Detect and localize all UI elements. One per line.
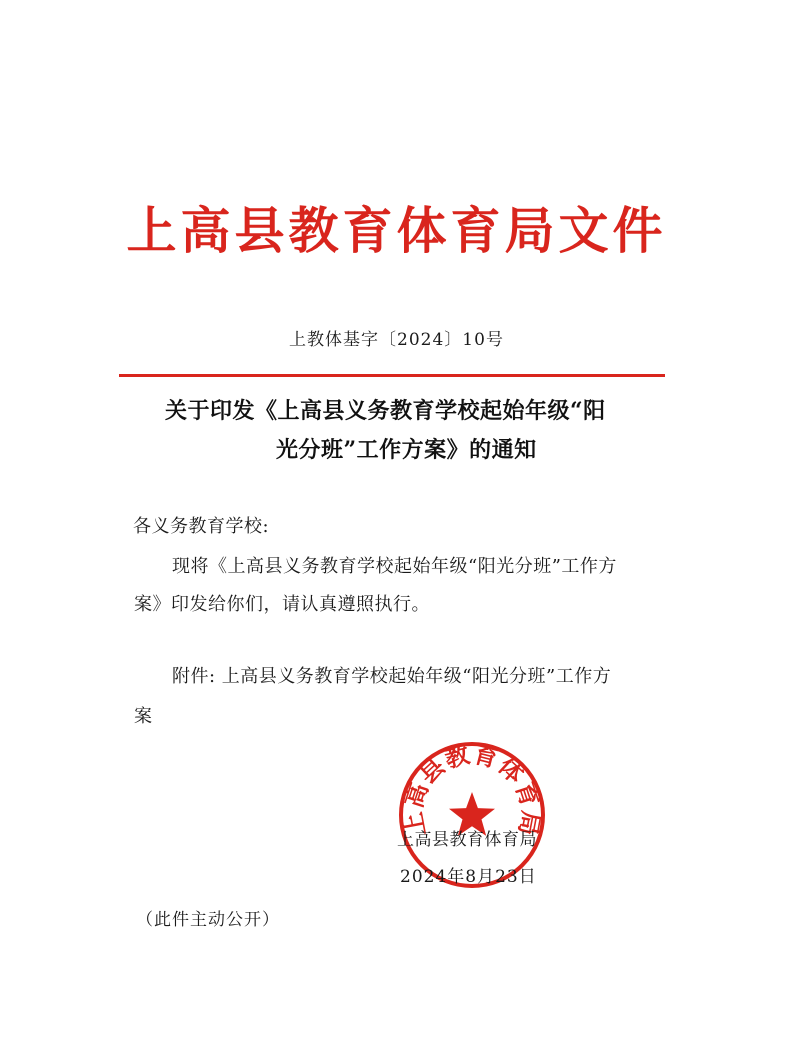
notice-title-line-1: 关于印发《上高县义务教育学校起始年级“阳 (165, 398, 606, 424)
document-header-title: 上高县教育体育局文件 (126, 202, 667, 260)
body-paragraph-line-2: 案》印发给你们，请认真遵照执行。 (134, 594, 430, 615)
body-paragraph-line-1: 现将《上高县义务教育学校起始年级“阳光分班”工作方 (172, 556, 617, 577)
attachment-line-1: 附件: 上高县义务教育学校起始年级“阳光分班”工作方 (172, 666, 612, 687)
signature-date: 2024年8月23日 (400, 867, 537, 887)
signature-organization: 上高县教育体育局 (397, 830, 537, 850)
red-divider-line (119, 374, 665, 377)
salutation: 各义务教育学校: (133, 516, 270, 537)
attachment-line-2: 案 (134, 706, 153, 727)
seal-ring-text: 上高县教育体育局 (398, 740, 546, 839)
document-number: 上教体基字〔2024〕10号 (289, 330, 504, 350)
public-disclosure-note: （此件主动公开） (136, 910, 280, 930)
notice-title-line-2: 光分班”工作方案》的通知 (276, 437, 537, 463)
